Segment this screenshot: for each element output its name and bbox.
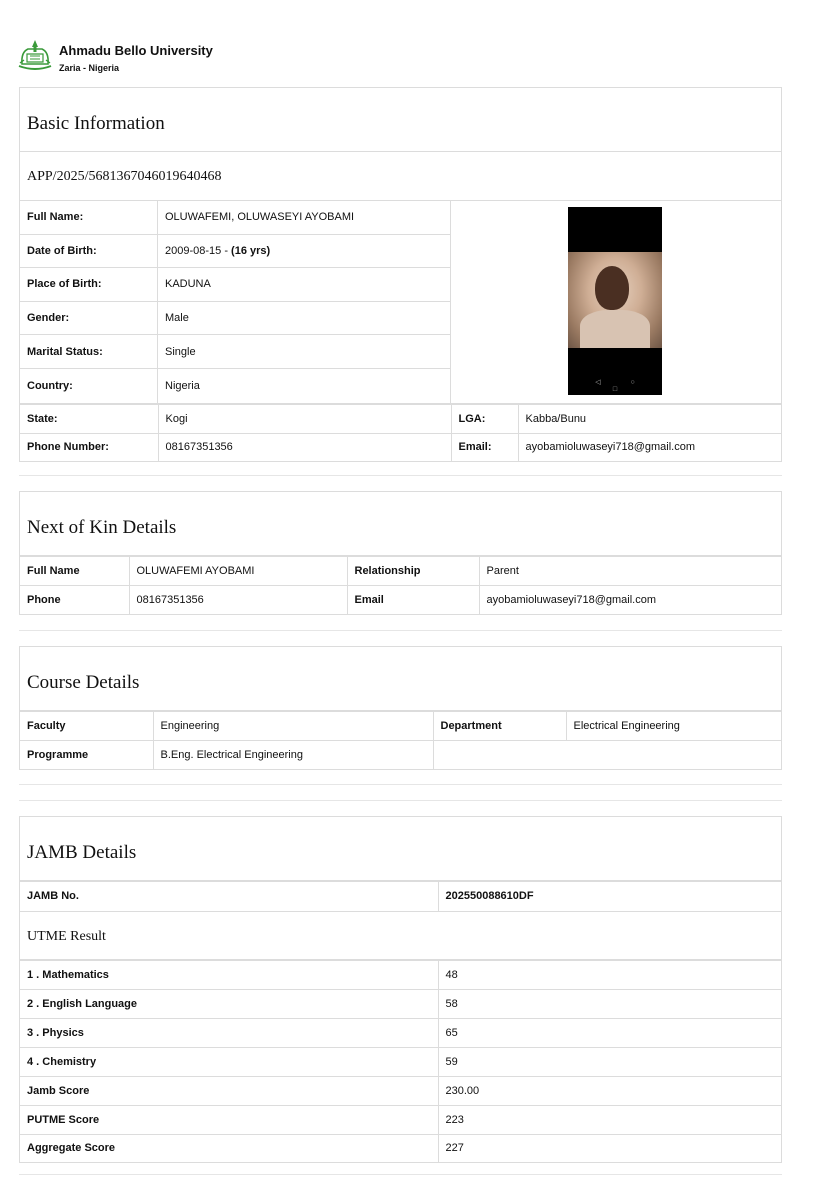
email-label: Email: [451,433,518,461]
age-value: (16 yrs) [231,244,271,257]
utme-result-title: UTME Result [20,911,781,960]
full-name-value: OLUWAFEMI, OLUWASEYI AYOBAMI [165,211,355,224]
passport-photo-cell [451,201,781,403]
table-row [20,586,781,614]
divider [19,1174,782,1175]
jamb-no-value: 202550088610DF [438,882,781,911]
university-location: Zaria - Nigeria [59,63,120,73]
email-value: ayobamioluwaseyi718@gmail.com [518,433,781,461]
marital-status-value: Single [165,345,196,358]
kin-email-value: ayobamioluwaseyi718@gmail.com [479,586,781,614]
next-of-kin-card [19,491,782,615]
subject-label: 3 . Physics [20,1018,438,1047]
field-label: Marital Status: [20,335,158,368]
subject-score: 65 [438,1018,781,1047]
passport-photo [568,207,662,395]
subject-label: 4 . Chemistry [20,1047,438,1076]
place-of-birth-row [20,268,450,302]
jamb-number-table [20,881,781,911]
subject-score: 48 [438,960,781,989]
table-row [20,741,781,769]
gender-value: Male [165,312,189,325]
table-row [20,1047,781,1076]
gender-row [20,302,450,336]
department-label: Department [433,712,566,741]
lga-label: LGA: [451,404,518,433]
divider [19,784,782,785]
field-label: Full Name: [20,201,158,234]
relationship-label: Relationship [347,557,479,586]
department-value: Electrical Engineering [566,712,781,741]
jamb-no-label: JAMB No. [20,882,438,911]
country-value: Nigeria [165,379,200,392]
university-name: Ahmadu Bello University [59,43,213,58]
kin-table [20,556,781,614]
phone-nav-icons: ◁ ○ □ [595,379,649,393]
field-label: Place of Birth: [20,268,158,301]
kin-phone-value: 08167351356 [129,586,347,614]
place-of-birth-value: KADUNA [165,278,211,291]
jamb-score-label: Jamb Score [20,1076,438,1105]
state-value: Kogi [158,404,451,433]
divider [19,630,782,631]
putme-score-label: PUTME Score [20,1105,438,1134]
faculty-label: Faculty [20,712,153,741]
field-label: Date of Birth: [20,235,158,268]
section-title: Course Details [20,647,781,711]
section-title: Next of Kin Details [20,492,781,556]
table-row [20,433,781,461]
table-row [20,989,781,1018]
table-row [20,960,781,989]
abu-crest-icon [18,38,52,72]
field-label: Country: [20,369,158,403]
country-row [20,369,450,403]
kin-phone-label: Phone [20,586,129,614]
subject-score: 59 [438,1047,781,1076]
table-row [20,1018,781,1047]
divider [19,475,782,476]
table-row [20,1076,781,1105]
table-row [20,404,781,433]
kin-name-label: Full Name [20,557,129,586]
section-title: Basic Information [20,88,781,152]
table-row [20,882,781,911]
marital-status-row [20,335,450,369]
faculty-value: Engineering [153,712,433,741]
contact-table [20,404,781,462]
lga-value: Kabba/Bunu [518,404,781,433]
table-row [20,1105,781,1134]
divider [19,800,782,801]
course-table [20,711,781,769]
table-row [20,557,781,586]
jamb-details-card [19,816,782,1163]
field-label: Gender: [20,302,158,335]
subject-label: 1 . Mathematics [20,960,438,989]
phone-value: 08167351356 [158,433,451,461]
programme-label: Programme [20,741,153,769]
kin-name-value: OLUWAFEMI AYOBAMI [129,557,347,586]
state-label: State: [20,404,158,433]
aggregate-score-value: 227 [438,1134,781,1162]
jamb-score-value: 230.00 [438,1076,781,1105]
section-title: JAMB Details [20,817,781,881]
putme-score-value: 223 [438,1105,781,1134]
table-row [20,1134,781,1162]
subject-score: 58 [438,989,781,1018]
basic-information-card [19,87,782,462]
date-of-birth-value: 2009-08-15 - [165,244,232,257]
kin-email-label: Email [347,586,479,614]
table-row [20,712,781,741]
date-of-birth-row [20,235,450,269]
page-header [18,38,318,74]
programme-value: B.Eng. Electrical Engineering [153,741,433,769]
aggregate-score-label: Aggregate Score [20,1134,438,1162]
full-name-row [20,201,450,235]
phone-label: Phone Number: [20,433,158,461]
application-number: APP/2025/5681367046019640468 [20,152,781,201]
course-details-card [19,646,782,770]
relationship-value: Parent [479,557,781,586]
utme-result-table [20,960,781,1163]
subject-label: 2 . English Language [20,989,438,1018]
